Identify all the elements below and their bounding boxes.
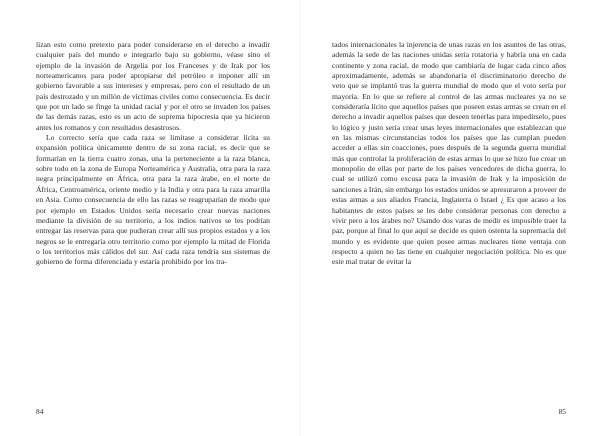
left-page <box>36 40 270 430</box>
left-paragraph-2: Lo correcto sería que cada raza se limitase a considerar lícita su expansión política únicamente dentro de su zona racial, es decir que se formarían en la tierra cuatro zonas, una la perteneciente a la raza blanca, sobre todo en la zona de Europa Norteamérica y Australia, otra para la raza negra principalmente en África, otra para la raza árabe, en el norte de África, Centroamérica, oriente medio y la India y otra para la raza amarilla en Asia. Como consecuencia de ello las razas se reagruparían de modo que por ejemplo en Estados Unidos sería necesario crear nuevas naciones mediante la división de su territorio, a los indios nativos se les podrían entregar las reservas para que pudieran crear allí sus propios estados y a los negros se le entregaría otro territorio como por ejemplo la mitad de Florida o los territorios más cálidos del sur. Así cada raza tendría sus sistemas de gobierno de forma diferenciada y estaría prohibido por los tra- <box>36 133 270 267</box>
book-gutter <box>299 0 301 436</box>
right-page-body <box>332 40 566 268</box>
left-page-number: 84 <box>36 407 44 416</box>
right-page-number: 85 <box>558 407 566 416</box>
right-paragraph-1: tados internacionales la injerencia de unas razas en los asuntos de las otras, además la sede de las naciones unidas sería rotatoria y habría una en cada continente y zona racial, de modo que cambiaría de lugar cada cinco años aproximadamente, además se abandonaría el discriminatorio derecho de veto que se implantó tras la guerra mundial de modo que el voto sería por mayoría. En lo que se refiere al control de las armas nucleares ya no se consideraría lícito que aquellos países que poseen estas armas se crean en el derecho a invadir aquellos países que deseen tenerlas para impedírselo, pues lo lógico y justo sería crear unas leyes internacionales que establezcan que en las mismas circunstancias todos los países que las cumplan pueden acceder a ellas sin coacciones, pues después de la segunda guerra mundial más que controlar la proliferación de estas armas lo que se hizo fue crear un monopolio de ellas por parte de los países vencedores de dicha guerra, lo cual se utilizó como excusa para la invasión de Irak y la imposición de sanciones a Irán, sin embargo los estados unidos se apresuraron a proveer de estas armas a sus aliados Francia, Inglaterra o Israel ¿ Es que acaso a los habitantes de estos países se les debe considerar personas con derecho a vivir pero a los árabes no? Usando dos varas de medir es imposible traer la paz, porque al final lo que aquí se decide es quien ostenta la supremacía del mundo y es evidente que quien posee armas nucleares tiene ventaja con respecto a quien no las tiene en cualquier negociación política. No es que este mal tratar de evitar la <box>332 40 566 267</box>
left-paragraph-1: lizan esto como pretexto para poder considerarse en el derecho a invadir cualquier país del mundo e integrarlo bajo su gobierno, véase sino el ejemplo de la invasión de Argelia por los Franceses y de Irak por los norteamericanos para poder apropiarse del petróleo e imponer allí un gobierno favorable a sus intereses y empresas, pero con el resultado de un país destrozado y un millón de víctimas civiles como consecuencia. Es decir que por un lado se finge la unidad racial y por el otro se invaden los países de las demás razas, esto es un acto de suprema hipocresía que ya hicieron antes los romanos y con resultados desastrosos. <box>36 40 270 132</box>
left-page-body <box>36 40 270 268</box>
right-page <box>332 40 566 430</box>
